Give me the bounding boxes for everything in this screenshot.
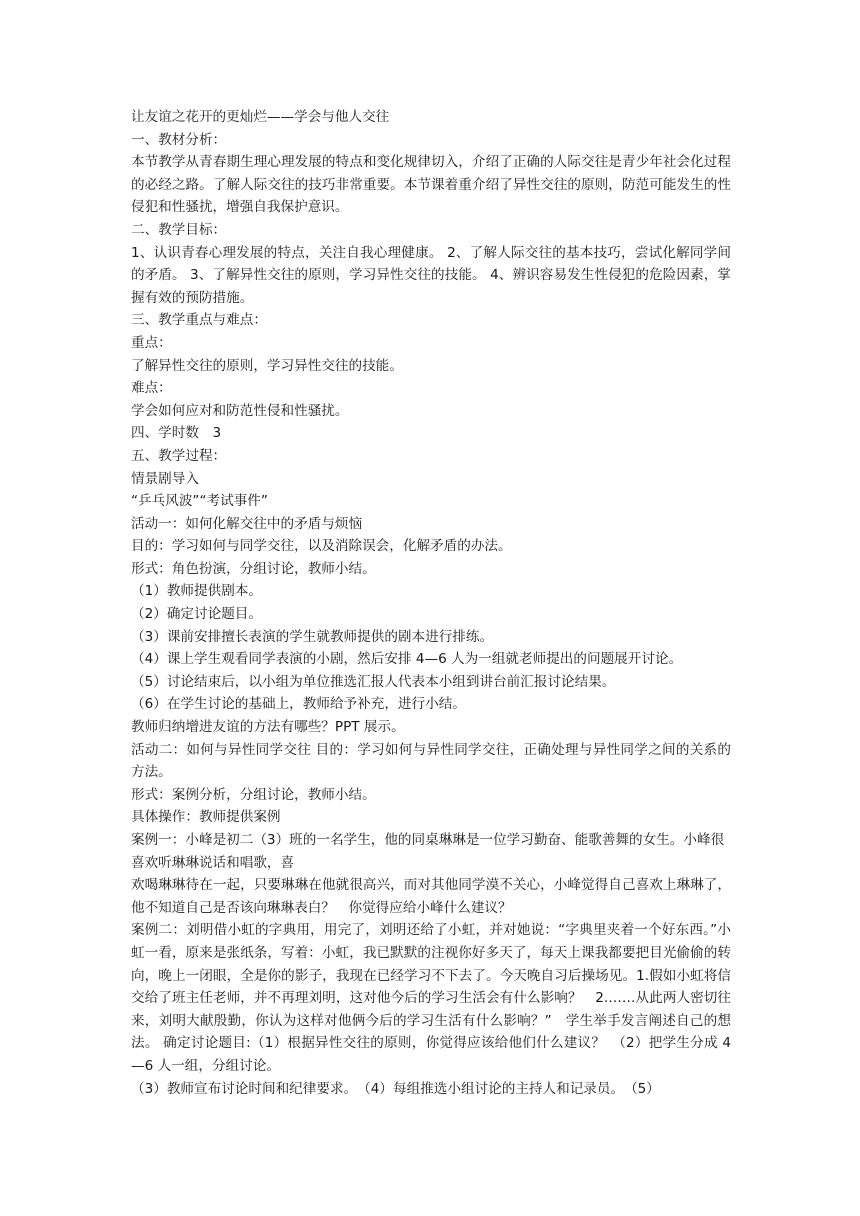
goals-paragraph: 1、认识青春心理发展的特点，关注自我心理健康。 2、了解人际交往的基本技巧，尝试化解同学间的矛盾。 3、了解异性交往的原则，学习异性交往的技能。 4、辨识容易发生性侵犯的危险因素，掌握有效的预防措施。 (131, 244, 731, 306)
section-heading-process: 五、教学过程： (131, 447, 227, 464)
intro-label: 情景剧导入 (131, 470, 199, 487)
activity2-form: 形式：案例分析，分组讨论，教师小结。 (131, 786, 376, 803)
summary-line: 教师归纳增进友谊的方法有哪些？PPT 展示。 (131, 719, 405, 736)
activity1-step: （3）课前安排擅长表演的学生就教师提供的剧本进行排练。 (131, 628, 494, 645)
section-heading-keypoints: 三、教学重点与难点： (131, 312, 267, 329)
document-title: 让友谊之花开的更灿烂——学会与他人交往 (131, 109, 390, 125)
section-heading-analysis: 一、教材分析： (131, 131, 227, 148)
difficulty-text: 学会如何应对和防范性侵和性骚扰。 (131, 402, 349, 419)
last-line: （3）教师宣布讨论时间和纪律要求。 （4）每组推选小组讨论的主持人和记录员。 （5） (131, 1080, 660, 1097)
key-text: 了解异性交往的原则，学习异性交往的技能。 (131, 357, 403, 374)
activity1-title: 活动一：如何化解交往中的矛盾与烦恼 (131, 515, 363, 532)
analysis-paragraph: 本节教学从青春期生理心理发展的特点和变化规律切入，介绍了正确的人际交往是青少年社会化过程的必经之路。了解人际交往的技巧非常重要。本节课着重介绍了异性交往的原则，防范可能发生的性侵犯和性骚扰，增强自我保护意识。 (131, 154, 731, 216)
intro-titles: “乒乓风波”“考试事件” (131, 493, 268, 510)
case2-paragraph: 案例二：刘明借小虹的字典用，用完了，刘明还给了小虹，并对她说：“字典里夹着一个好东西。”小虹一看，原来是张纸条，写着：小虹，我已默默的注视你好多天了，每天上课我都要把目光偷偷的转向，晚上一闭眼，全是你的影子，我现在已经学习不下去了。今天晚自习后操场见。1.假如小虹将信交给了班主任老师，并不再理刘明，这对他今后的学习生活会有什么影响？ 2.……从此两人密切往来，刘明大献殷勤，你认为这样对他俩今后的学习生活有什么影响？” 学生举手发言阐述自己的想法。 确定讨论题目:（1）根据异性交往的原则，你觉得应该给他们什么建议？ （2）把学生分成 4—6 人一组，分组讨论。 (131, 922, 731, 1074)
section-heading-goals: 二、教学目标： (131, 221, 227, 238)
activity2-title: 活动二：如何与异性同学交往 目的：学习如何与异性同学交往，正确处理与异性同学之间的关系的方法。 (131, 741, 731, 781)
section-heading-hours: 四、学时数 3 (131, 425, 222, 442)
key-label: 重点： (131, 334, 172, 351)
difficulty-label: 难点： (131, 380, 172, 397)
activity1-step: （4）课上学生观看同学表演的小剧，然后安排 4—6 人为一组就老师提出的问题展开讨论。 (131, 651, 683, 668)
activity1-step: （5）讨论结束后，以小组为单位推选汇报人代表本小组到讲台前汇报讨论结果。 (131, 673, 616, 690)
case1-part2: 欢喝琳琳待在一起，只要琳琳在他就很高兴，而对其他同学漠不关心，小峰觉得自己喜欢上琳琳了，他不知道自己是否该向琳琳表白？ 你觉得应给小峰什么建议？ (131, 877, 731, 916)
activity1-step: （2）确定讨论题目。 (131, 606, 262, 623)
activity1-form: 形式：角色扮演，分组讨论，教师小结。 (131, 560, 376, 577)
activity2-operation: 具体操作：教师提供案例 (131, 809, 281, 826)
activity1-step: （1）教师提供剧本。 (131, 583, 262, 600)
activity1-step: （6）在学生讨论的基础上，教师给予补充，进行小结。 (131, 696, 466, 713)
activity1-goal: 目的：学习如何与同学交往，以及消除误会，化解矛盾的办法。 (131, 538, 512, 555)
case1-part1: 案例一：小峰是初二（3）班的一名学生，他的同桌琳琳是一位学习勤奋、能歌善舞的女生。小峰很喜欢听琳琳说话和唱歌，喜 (131, 832, 725, 871)
document-page (131, 106, 731, 1100)
